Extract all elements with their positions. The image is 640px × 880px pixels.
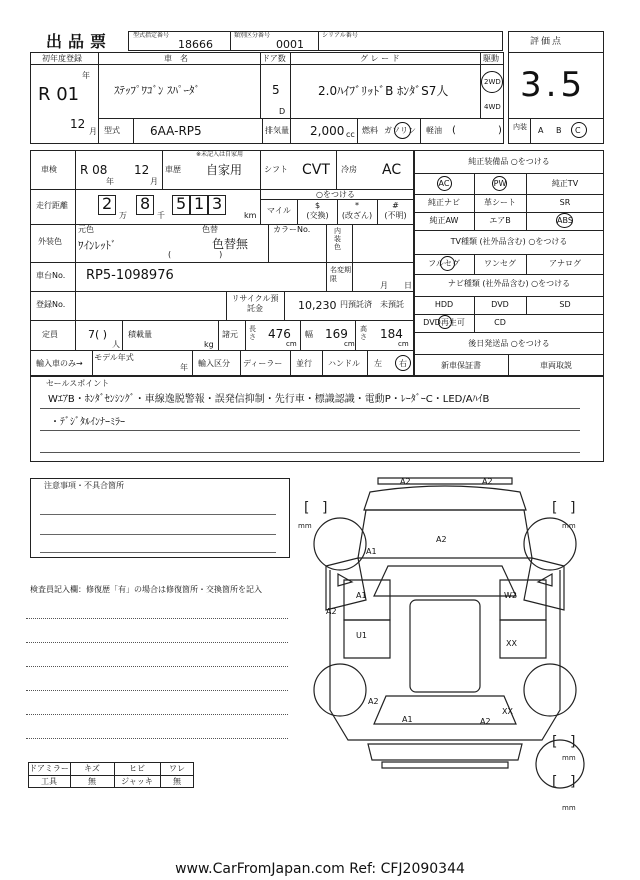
interior-label: 内装 [513,123,527,131]
caution-box [30,478,290,558]
mark-front-bumper-2: A2 [482,477,493,486]
model-designation-label: 型式指定番号 [133,32,170,39]
name-change-unit: 月 日 [380,281,412,290]
svg-text:[: [ [552,734,558,750]
category-label: 類別区分番号 [234,32,271,39]
inspector-label: 検査員記入欄：修復歴「有」の場合は修復箇所・交換箇所を記入 [30,585,262,594]
mark-front-fender-left: A1 [366,547,377,556]
car-name-label: 車 名 [164,54,188,63]
mark-rear-fender-right: XX [502,707,513,716]
orig-color-label: 元色 [78,225,94,234]
capacity-person-unit: 人 [112,340,120,349]
chassis-value: RP5-1098976 [86,268,174,283]
svg-text:]: ] [570,500,576,516]
height-cm-unit: cm [398,340,409,348]
drive-2wd: 2WD [484,78,501,86]
mileage-label: 走行距離 [36,201,68,210]
legend-tools-value: 無 [88,777,96,786]
legend-door-mirror: ドアミラー [29,764,69,773]
legend-jack-value: 無 [173,777,181,786]
import-type-label: 輸入区分 [198,359,230,368]
usage-note: ※未記入は自家用 [196,151,244,158]
svg-text:]: ] [570,774,576,790]
navi-dvd-play-circle [438,315,452,329]
equip-leather: 革シート [484,198,516,207]
equip-ac: AC [438,179,450,188]
inspection-month: 12 [134,163,150,177]
inspection-year-unit: 年 [106,177,114,186]
mileage-digit-2: 8 [140,194,151,213]
category-value: 0001 [276,38,304,51]
displacement-label: 排気量 [265,126,289,135]
color-change-value: 色替無 [212,237,249,251]
tv-header: TV種類 (社外品含む) ○をつける [450,237,568,246]
mark-rear-gate: A1 [402,715,413,724]
score-label: 評価点 [530,37,564,47]
mark-front-door-left: A1 [356,591,367,600]
details-block [30,150,414,376]
navi-dvd: DVD [491,300,509,309]
mark-hood: A2 [436,535,447,544]
svg-text:]: ] [570,734,576,750]
mm-label-rr: mm [562,754,576,762]
interior-a: A [538,126,544,135]
color-code-label: カラーNo. [273,225,311,234]
mileage-circle-note: ○をつける [316,190,355,199]
score-value: 3.5 [520,65,587,105]
mark-rear-door-right: XX [506,639,517,648]
length-value: 476 [268,327,291,341]
doors-value: 5 [272,83,280,97]
recycle-label: リサイクル預託金 [231,294,279,313]
import-parallel: 並行 [296,359,312,368]
mileage-man-unit: 万 [119,211,127,220]
mileage-exchange: $ (交換) [306,201,329,220]
capacity-value: 7( ) [88,328,108,341]
recycle-deposited: 預託済 [348,300,372,309]
tv-fullseg: フルセグ [428,259,460,268]
fuel-diesel: 軽油 [426,126,442,135]
sales-point-line-1: WｴｱB・ﾎﾝﾀﾞｾﾝｼﾝｸﾞ・車線逸脱警報・誤発信抑制・先行車・標識認識・電動P・ﾚｰﾀﾞｰC・LED/AﾊｲB [48,394,490,405]
ac-label: 冷房 [341,165,357,174]
svg-text:]: ] [322,500,328,516]
caution-label: 注意事項・不具合箇所 [44,481,124,490]
legend-jack: ジャッキ [121,777,153,786]
width-label: 幅 [305,330,313,339]
mark-front-bumper: A2 [400,477,411,486]
doors-suffix: D [279,107,286,116]
mark-rear-fender-left: A2 [368,697,379,706]
fuel-bracket-right: ) [498,125,502,136]
handle-left: 左 [374,359,382,368]
orig-color-value: ﾜｲﾝﾚｯﾄﾞ [78,239,117,252]
equip-abs-circle [556,213,573,228]
equipment-header: 純正装備品 ○をつける [468,157,550,166]
dims-label: 諸元 [222,330,238,339]
car-damage-diagram [290,470,610,820]
length-label: 長さ [249,325,256,341]
cc-unit: cc [346,130,355,139]
year-unit: 年 [82,71,90,80]
mileage-digit-5: 3 [212,194,223,213]
interior-color-label: 内装色 [334,227,341,251]
docs-header: 後日発送品 ○をつける [468,339,550,348]
fuel-bracket-left: ( [452,125,456,136]
tv-analog: アナログ [549,259,581,268]
docs-warranty: 新車保証書 [441,361,481,370]
first-registration-era: R 01 [38,84,80,105]
usage-label: 車歴 [165,165,181,174]
drive-4wd: 4WD [484,103,501,111]
mileage-digit-3: 5 [176,194,187,213]
navi-sd: SD [559,300,571,309]
mark-rear-door-left: U1 [356,631,367,640]
usage-value: 自家用 [206,163,243,177]
mileage-mile: マイル [267,206,291,215]
first-registration-label: 初年度登録 [42,54,82,63]
interior-c: C [575,126,581,135]
mileage-sen-unit: 千 [157,211,165,220]
grade-label: グ レ ー ド [360,54,400,63]
equip-tv: 純正TV [551,179,579,188]
mm-label-spare: mm [562,804,576,812]
mark-front-door-right: W2 [504,591,517,600]
equip-ac-circle [437,176,452,191]
equip-pw: PW [493,179,507,188]
tv-oneseg: ワンセグ [484,259,516,268]
mark-left-side: A2 [326,607,337,616]
ac-value: AC [382,162,402,178]
car-name-value: ｽﾃｯﾌﾟﾜｺﾞﾝ ｽﾊﾟｰﾀﾞ [114,84,200,97]
shift-label: シフト [264,165,288,174]
legend-break: ワレ [169,764,185,773]
mileage-digit-4: 1 [194,194,205,213]
reg-label: 登録No. [36,300,66,309]
chassis-label: 車台No. [36,271,66,280]
height-label: 高さ [360,325,367,341]
navi-hdd: HDD [434,300,454,309]
svg-text:[: [ [304,500,310,516]
drive-label: 駆動 [483,54,499,63]
displacement-value: 2,000 [310,124,345,138]
mm-label-fr: mm [562,522,576,530]
serial-label: シリアル番号 [322,32,358,39]
first-registration-month: 12 [70,117,86,131]
doors-label: ドア数 [262,54,286,63]
sales-point-line-2: ・ﾃﾞｼﾞﾀﾙｲﾝﾅｰﾐﾗｰ [50,417,125,428]
navi-dvd-play: DVD再生可 [423,318,465,327]
mm-label-fl: mm [298,522,312,530]
fuel-label: 燃料 [362,126,378,135]
width-cm-unit: cm [344,340,355,348]
import-label: 輸入車のみ→ [36,359,83,368]
sales-point-label: セールスポイント [46,379,110,388]
height-value: 184 [380,327,403,341]
handle-right: 右 [399,359,407,368]
capacity-label: 定員 [42,330,58,339]
width-value: 169 [325,327,348,341]
model-year-label: モデル年式 [94,353,134,362]
legend-scratch: キズ [84,764,100,773]
month-unit: 月 [89,127,97,136]
legend-tools: 工具 [41,777,57,786]
name-change-label: 名変期限 [330,266,351,283]
color-label: 外装色 [38,237,62,246]
model-value: 6AA-RP5 [150,124,202,138]
svg-text:[: [ [552,500,558,516]
interior-b: B [556,126,562,135]
navi-cd: CD [494,318,506,327]
equip-abs: ABS [557,216,573,225]
equip-sr: SR [559,198,571,207]
tv-fullseg-circle [440,256,455,271]
footer-ref: www.CarFromJapan.com Ref: CFJ2090344 [175,861,465,877]
model-designation-value: 18666 [178,38,213,51]
import-dealer: ディーラー [243,359,283,368]
navi-header: ナビ種類 (社外品含む) ○をつける [447,279,571,288]
grade-value: 2.0ﾊｲﾌﾞﾘｯﾄﾞB ﾎﾝﾀﾞS7人 [318,84,449,98]
equip-airbag: エアB [489,216,511,225]
recycle-not: 未預託 [380,300,404,309]
load-kg-unit: kg [204,340,214,349]
equip-pw-circle [492,176,507,191]
inspection-month-unit: 月 [150,177,158,186]
fuel-gas-circle [394,122,411,139]
load-label: 積載量 [128,330,152,339]
model-label: 型式 [104,126,120,135]
fuel-gas: ガソリン [384,126,416,135]
inspection-value: R 08 [80,163,108,177]
page-title: 出品票 [46,32,113,51]
inspection-label: 車検 [41,165,57,174]
recycle-yen: 円 [340,300,348,309]
svg-text:[: [ [552,774,558,790]
handle-label: ハンドル [328,359,360,368]
mileage-km-unit: km [244,211,257,220]
mileage-tamper: * (改ざん) [341,201,373,220]
equip-navi: 純正ナビ [428,198,460,207]
length-cm-unit: cm [286,340,297,348]
legend-crack: ヒビ [129,764,145,773]
color-no-label: 色替 [202,225,218,234]
docs-manual: 車両取説 [540,361,572,370]
mileage-digit-1: 2 [102,194,113,213]
shift-value: CVT [302,162,330,178]
mark-rear-gate-2: A2 [480,717,491,726]
color-paren: ( ) [168,250,223,259]
equip-aw: 純正AW [429,216,459,225]
model-year-unit: 年 [180,363,188,372]
recycle-value: 10,230 [298,299,337,312]
mileage-unknown: # (不明) [384,201,407,220]
